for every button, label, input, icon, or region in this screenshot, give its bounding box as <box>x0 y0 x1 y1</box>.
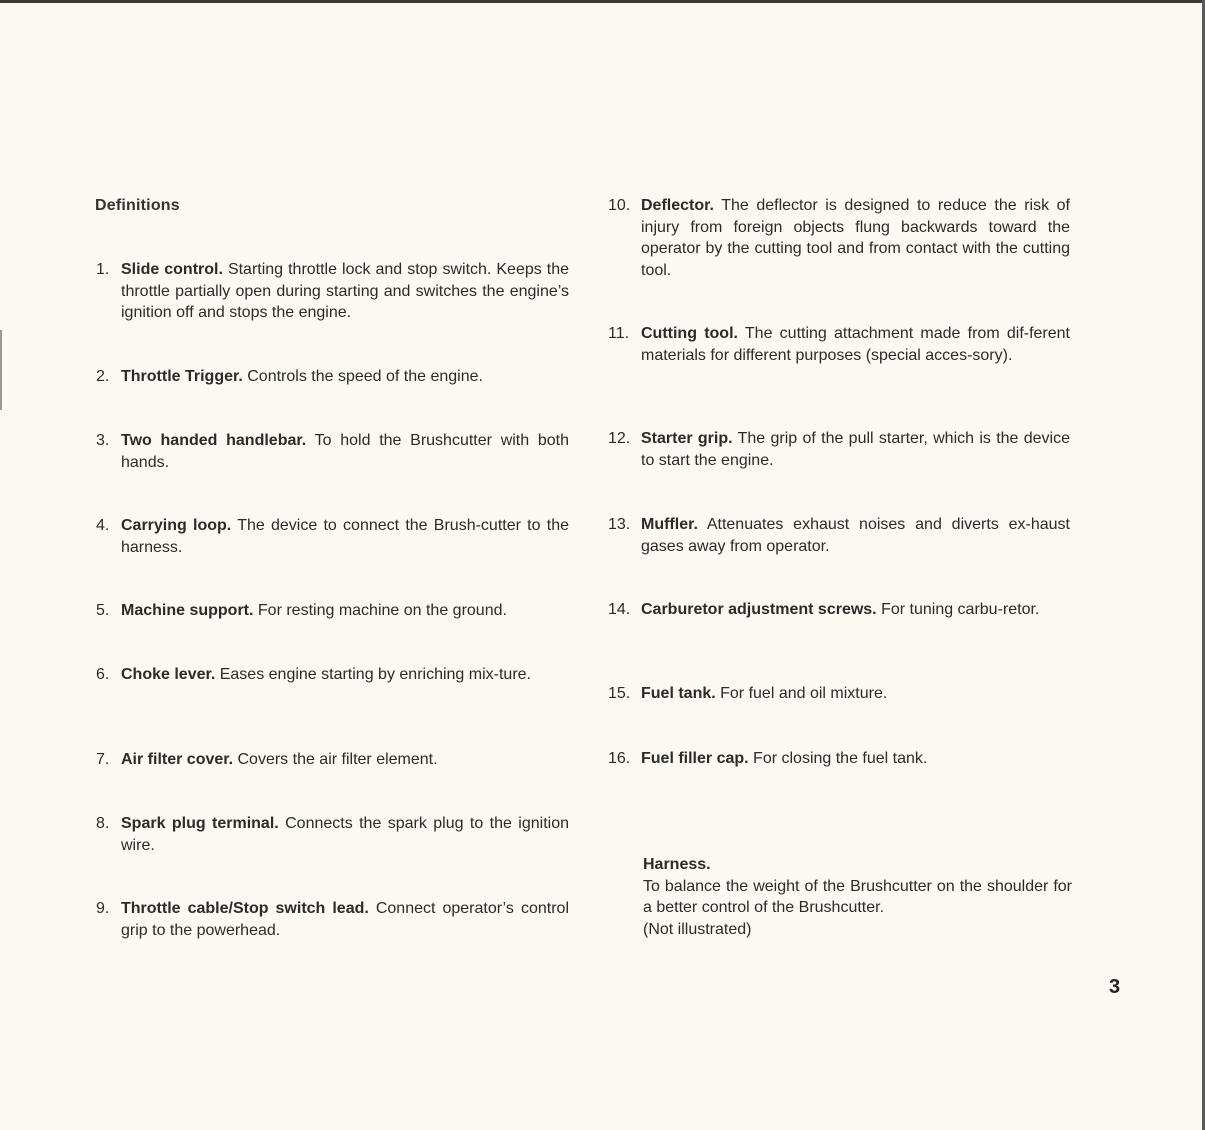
harness-description: To balance the weight of the Brushcutter on the shoulder for a better control of the Brushcutter. <box>643 877 1072 916</box>
item-text <box>121 600 569 622</box>
item-number: 5. <box>96 602 110 619</box>
item-description: Covers the air filter element. <box>233 751 438 768</box>
item-text <box>121 749 569 771</box>
item-term: Starter grip. <box>641 430 733 447</box>
item-term: Carrying loop. <box>121 517 232 534</box>
item-term: Machine support. <box>121 602 254 619</box>
item-number: 1. <box>96 261 110 278</box>
page-left-edge-mark <box>0 330 2 410</box>
harness-note: (Not illustrated) <box>643 920 752 938</box>
item-term: Spark plug terminal. <box>121 815 279 832</box>
item-term: Throttle cable/Stop switch lead. <box>121 900 369 917</box>
item-number: 7. <box>96 751 110 768</box>
item-text <box>121 430 569 473</box>
item-text <box>641 323 1070 366</box>
item-description: For resting machine on the ground. <box>253 602 507 619</box>
item-number: 9. <box>96 900 110 917</box>
item-description: For tuning carbu-retor. <box>876 601 1040 618</box>
item-number: 2. <box>96 368 110 385</box>
item-number: 16. <box>608 750 631 767</box>
definition-item-16 <box>608 748 1070 770</box>
item-description: The grip of the pull starter, which is the device to start the engine. <box>641 430 1071 469</box>
item-number: 8. <box>96 815 110 832</box>
definition-item-9 <box>96 898 569 941</box>
item-description: The device to connect the Brush-cutter to the harness. <box>121 517 570 556</box>
item-description: The cutting attachment made from dif-ferent materials for different purposes (special acces-sory). <box>641 325 1071 364</box>
item-description: Starting throttle lock and stop switch. Keeps the throttle partially open during starting and switches the engine’s ignition off and stops the engine. <box>121 261 570 321</box>
definition-item-11 <box>608 323 1070 366</box>
definition-item-10 <box>608 195 1070 281</box>
item-description: Connects the spark plug to the ignition wire. <box>121 815 569 854</box>
item-text <box>121 259 569 324</box>
item-description: The deflector is designed to reduce the risk of injury from foreign objects flung backwards toward the operator by the cutting tool and from contact with the cutting tool. <box>641 197 1070 279</box>
item-term: Air filter cover. <box>121 751 234 768</box>
item-term: Muffler. <box>641 516 698 533</box>
definition-item-6 <box>96 664 569 686</box>
item-description: Controls the speed of the engine. <box>242 368 483 385</box>
item-text <box>121 515 569 558</box>
item-description: For closing the fuel tank. <box>748 750 928 767</box>
item-description: To hold the Brushcutter with both hands. <box>121 432 570 471</box>
item-term: Choke lever. <box>121 666 216 683</box>
item-text <box>641 599 1070 621</box>
item-number: 4. <box>96 517 110 534</box>
item-text <box>641 428 1070 471</box>
definition-item-13 <box>608 514 1070 557</box>
definition-item-1 <box>96 259 569 324</box>
item-text <box>121 898 569 941</box>
section-heading: Definitions <box>95 197 180 214</box>
item-number: 11. <box>608 325 630 342</box>
item-term: Fuel tank. <box>641 685 716 702</box>
item-term: Throttle Trigger. <box>121 368 243 385</box>
definition-item-15 <box>608 683 1070 705</box>
item-description: Connect operator’s control grip to the powerhead. <box>121 900 569 939</box>
item-description: For fuel and oil mixture. <box>715 685 888 702</box>
definition-item-8 <box>96 813 569 856</box>
item-text <box>641 514 1070 557</box>
item-text <box>121 366 569 388</box>
harness-block <box>643 854 1072 940</box>
item-text <box>641 195 1070 281</box>
item-number: 14. <box>608 601 631 618</box>
item-term: Cutting tool. <box>641 325 738 342</box>
item-number: 3. <box>96 432 110 449</box>
definition-item-7 <box>96 749 569 771</box>
page-number: 3 <box>1109 976 1121 998</box>
definition-item-12 <box>608 428 1070 471</box>
definition-item-4 <box>96 515 569 558</box>
item-description: Eases engine starting by enriching mix-ture. <box>215 666 531 683</box>
definition-item-14 <box>608 599 1070 621</box>
item-term: Deflector. <box>641 197 714 214</box>
item-text <box>121 664 569 686</box>
item-text <box>641 683 1070 705</box>
item-number: 15. <box>608 685 631 702</box>
item-number: 12. <box>608 430 631 447</box>
harness-title: Harness. <box>643 856 711 873</box>
item-description: Attenuates exhaust noises and diverts ex-haust gases away from operator. <box>641 516 1070 555</box>
item-text <box>641 748 1070 770</box>
item-number: 10. <box>608 197 631 214</box>
item-text <box>121 813 569 856</box>
definition-item-2 <box>96 366 569 388</box>
item-term: Fuel filler cap. <box>641 750 749 767</box>
item-term: Two handed handlebar. <box>121 432 307 449</box>
page-top-edge <box>0 0 1205 3</box>
definition-item-5 <box>96 600 569 622</box>
definition-item-3 <box>96 430 569 473</box>
item-number: 13. <box>608 516 631 533</box>
item-term: Carburetor adjustment screws. <box>641 601 877 618</box>
item-number: 6. <box>96 666 110 683</box>
item-term: Slide control. <box>121 261 223 278</box>
